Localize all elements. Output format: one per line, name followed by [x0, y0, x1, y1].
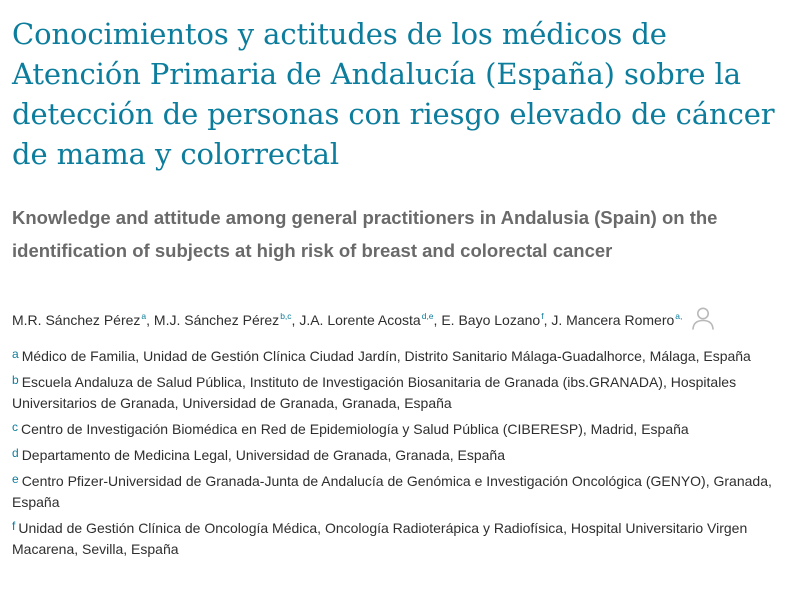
affiliation-ref[interactable]: a [141, 311, 147, 321]
author-name[interactable] [154, 312, 292, 328]
article-title: Conocimientos y actitudes de los médicos de Atención Primaria de Andalucía (España) sobre la detección de personas con riesgo elevado de cáncer de mama y colorrectal [12, 17, 775, 171]
affiliation-item [12, 469, 787, 513]
article-subtitle-english: Knowledge and attitude among general practitioners in Andalusia (Spain) on the identification of subjects at high risk of breast and colorectal cancer [12, 207, 718, 261]
affiliation-text: Escuela Andaluza de Salud Pública, Instituto de Investigación Biosanitaria de Granada (ibs.GRANADA), Hospitales Universitarios de Granada, Universidad de Granada, Granada, España [12, 374, 737, 411]
author-separator: , [433, 312, 442, 328]
affiliation-ref[interactable]: a, [675, 311, 683, 321]
affiliation-item [12, 417, 787, 440]
affiliation-ref[interactable]: b,c [280, 311, 292, 321]
author-name[interactable] [551, 312, 682, 328]
author-separator: , [291, 312, 300, 328]
author-separator: , [146, 312, 154, 328]
author-name-text[interactable]: M.J. Sánchez Pérez [153, 312, 280, 328]
author-name-text[interactable]: E. Bayo Lozano [441, 312, 541, 328]
author-name-text[interactable]: J. Mancera Romero [551, 312, 675, 328]
affiliation-text: Centro Pfizer-Universidad de Granada-Junta de Andalucía de Genómica e Investigación Oncológica (GENYO), Granada, España [12, 473, 772, 510]
author-separator: , [543, 312, 552, 328]
affiliation-ref[interactable]: d,e [421, 311, 434, 321]
affiliation-label: a [12, 347, 19, 361]
affiliation-text: Unidad de Gestión Clínica de Oncología Médica, Oncología Radioterápica y Radiofísica, Hospital Universitario Virgen Macarena, Sevilla, España [12, 520, 748, 557]
affiliation-label: d [12, 446, 19, 460]
affiliation-item [12, 516, 787, 560]
author-name[interactable] [12, 312, 146, 328]
affiliation-item [12, 344, 787, 367]
person-icon[interactable] [690, 305, 716, 331]
author-list [12, 303, 787, 333]
affiliation-text: Departamento de Medicina Legal, Universidad de Granada, Granada, España [21, 447, 505, 463]
affiliation-text: Centro de Investigación Biomédica en Red de Epidemiología y Salud Pública (CIBERESP), Madrid, España [21, 421, 689, 437]
author-name-text[interactable]: J.A. Lorente Acosta [299, 312, 421, 328]
affiliation-item [12, 370, 787, 414]
affiliation-text: Médico de Familia, Unidad de Gestión Clínica Ciudad Jardín, Distrito Sanitario Málaga-Guadalhorce, Málaga, España [21, 348, 751, 364]
author-name[interactable] [299, 312, 433, 328]
affiliation-label: e [12, 472, 19, 486]
affiliation-label: f [12, 519, 16, 533]
author-name-text[interactable]: M.R. Sánchez Pérez [12, 312, 141, 328]
author-names [12, 312, 682, 328]
affiliation-ref[interactable]: f [541, 311, 544, 321]
affiliation-item [12, 443, 787, 466]
affiliation-label: b [12, 373, 19, 387]
affiliation-label: c [12, 420, 18, 434]
author-name[interactable] [441, 312, 543, 328]
affiliation-list [12, 344, 787, 563]
